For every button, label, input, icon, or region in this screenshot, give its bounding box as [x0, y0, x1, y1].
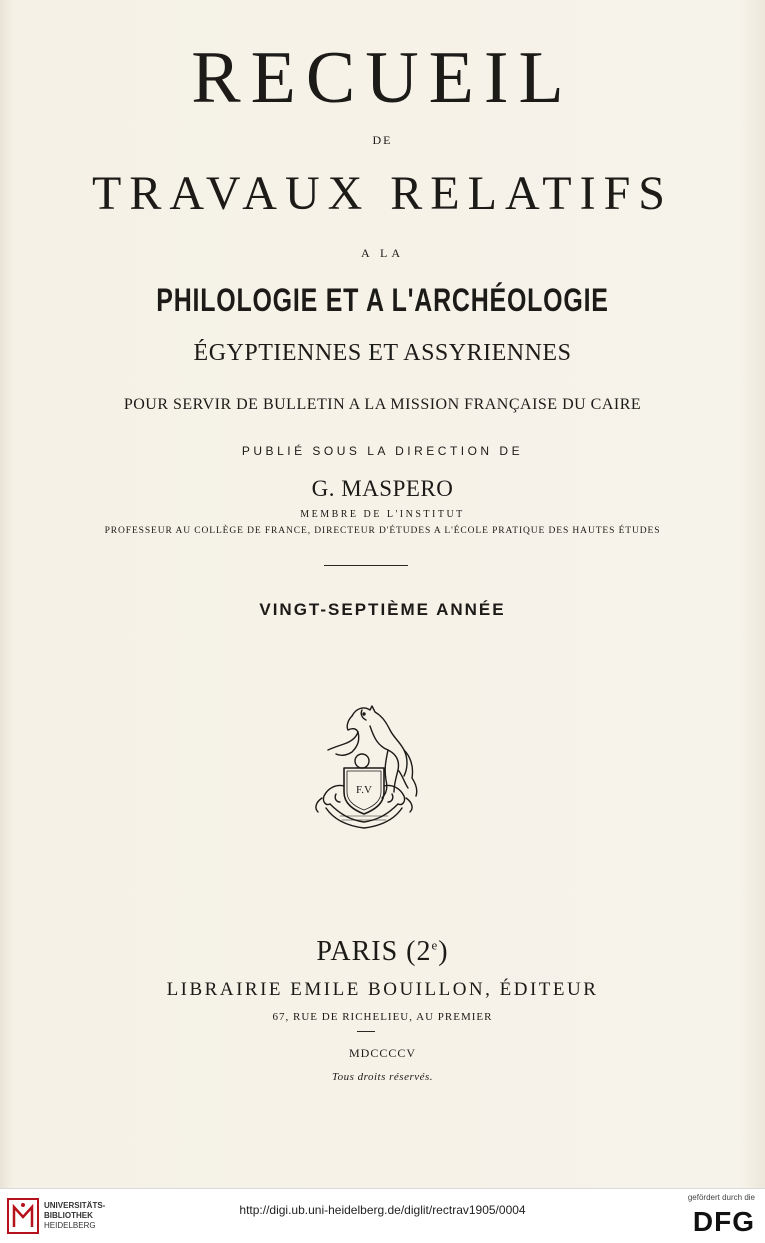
imprint-address: 67, RUE DE RICHELIEU, AU PREMIER: [272, 1011, 493, 1023]
title-a-la: A LA: [361, 246, 404, 260]
imprint-arr-close: ): [438, 936, 449, 967]
title-travaux-relatifs: TRAVAUX RELATIFS: [92, 167, 673, 220]
imprint-arr-sup: e: [431, 937, 439, 953]
publisher-horse-emblem-icon: [300, 698, 430, 838]
library-line3: HEIDELBERG: [44, 1221, 96, 1230]
library-line2: BIBLIOTHEK: [44, 1211, 93, 1220]
subtitle-pour-servir: POUR SERVIR DE BULLETIN A LA MISSION FRANÇAISE DU CAIRE: [123, 396, 642, 413]
title-philologie: PHILOLOGIE ET A L'ARCHÉOLOGIE: [156, 282, 609, 318]
short-divider-rule: [357, 1031, 375, 1032]
imprint-arr-open: (2: [406, 936, 432, 967]
imprint-year: MDCCCCV: [348, 1046, 417, 1060]
funded-by-label: gefördert durch die: [687, 1193, 755, 1202]
publie-sous-la-direction: PUBLIÉ SOUS LA DIRECTION DE: [241, 444, 524, 458]
permalink-url[interactable]: http://digi.ub.uni-heidelberg.de/diglit/rectrav1905/0004: [239, 1203, 526, 1217]
editor-name: G. MASPERO: [311, 476, 454, 501]
viewer-footer: [0, 1188, 765, 1243]
editor-professeur: PROFESSEUR AU COLLÈGE DE FRANCE, DIRECTEUR D'ÉTUDES A L'ÉCOLE PRATIQUE DES HAUTES ÉTUDES: [104, 526, 661, 536]
subtitle-egyptiennes: ÉGYPTIENNES ET ASSYRIENNES: [193, 340, 572, 366]
dfg-logo[interactable]: [665, 1193, 755, 1239]
divider-rule: [324, 565, 408, 566]
library-line1: UNIVERSITÄTS-: [44, 1201, 106, 1210]
title-de: DE: [372, 133, 393, 147]
imprint-publisher: LIBRAIRIE EMILE BOUILLON, ÉDITEUR: [166, 979, 599, 1000]
imprint-city: [0, 936, 765, 968]
dfg-wordmark: DFG: [692, 1206, 755, 1237]
imprint-city-name: PARIS: [316, 936, 399, 967]
rights-notice: Tous droits réservés.: [331, 1071, 434, 1083]
title-recueil: RECUEIL: [191, 37, 574, 119]
editor-membre: MEMBRE DE L'INSTITUT: [300, 509, 465, 520]
emblem-monogram: F.V: [356, 784, 372, 796]
volume-annee: VINGT-SEPTIÈME ANNÉE: [259, 600, 506, 619]
